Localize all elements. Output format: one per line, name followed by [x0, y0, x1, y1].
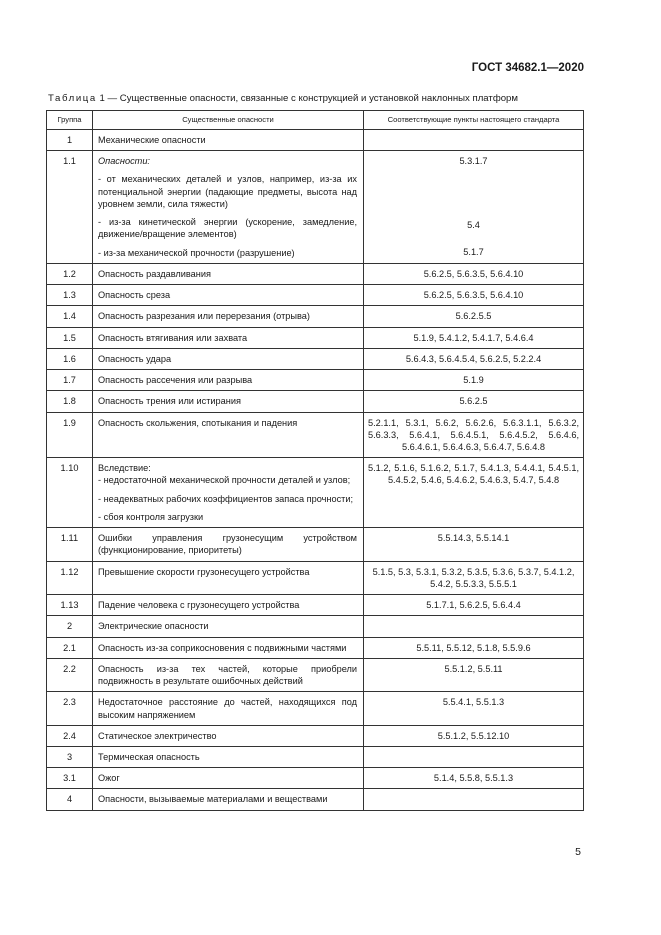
group-cell: 1 — [47, 130, 93, 151]
group-cell: 3 — [47, 746, 93, 767]
table-caption-title: — Существенные опасности, связанные с конструкцией и установкой наклонных платформ — [107, 93, 518, 104]
clauses-cell: 5.1.9, 5.4.1.2, 5.4.1.7, 5.4.6.4 — [364, 327, 584, 348]
group-cell: 1.7 — [47, 370, 93, 391]
hazard-cell: Опасность рассечения или разрыва — [93, 370, 364, 391]
table-caption-number: 1 — [99, 93, 105, 104]
document-id: ГОСТ 34682.1—2020 — [471, 62, 584, 74]
hazard-cell: Статическое электричество — [93, 725, 364, 746]
hazard-cell: Механические опасности — [93, 130, 364, 151]
table-row — [47, 616, 584, 637]
clauses-cell: 5.6.2.5, 5.6.3.5, 5.6.4.10 — [364, 263, 584, 284]
hazard-cell: Электрические опасности — [93, 616, 364, 637]
hazard-cell: Опасности: - от механических деталей и узлов, например, из-за их потенциальной энергии (падающие предметы, высота над уровнем земли, сила тяжести) - из-за кинетической энергии (ускорение, замедление, движение/вращение элементов) - из-за механической прочности (разрушение) — [93, 151, 364, 264]
table-row — [47, 151, 584, 264]
group-cell: 2.4 — [47, 725, 93, 746]
hazard-cell: Опасность из-за соприкосновения с подвижными частями — [93, 637, 364, 658]
group-cell: 1.11 — [47, 528, 93, 561]
table-row — [47, 789, 584, 810]
clauses-cell: 5.1.2, 5.1.6, 5.1.6.2, 5.1.7, 5.4.1.3, 5.4.4.1, 5.4.5.1, 5.4.5.2, 5.4.6, 5.4.6.2, 5.4.6.3, 5.4.7, 5.4.8 — [364, 458, 584, 528]
group-cell: 1.13 — [47, 595, 93, 616]
clauses-cell: 5.1.5, 5.3, 5.3.1, 5.3.2, 5.3.5, 5.3.6, 5.3.7, 5.4.1.2, 5.4.2, 5.5.3.3, 5.5.5.1 — [364, 561, 584, 594]
table-row — [47, 412, 584, 458]
clauses-cell: 5.1.7.1, 5.6.2.5, 5.6.4.4 — [364, 595, 584, 616]
hazard-cell: Опасность раздавливания — [93, 263, 364, 284]
table-row — [47, 285, 584, 306]
clauses-cell: 5.5.11, 5.5.12, 5.1.8, 5.5.9.6 — [364, 637, 584, 658]
hazard-cell: Ошибки управления грузонесущим устройством (функционирование, приоритеты) — [93, 528, 364, 561]
group-cell: 2.2 — [47, 658, 93, 691]
group-cell: 1.4 — [47, 306, 93, 327]
hazard-cell: Превышение скорости грузонесущего устройства — [93, 561, 364, 594]
table-row — [47, 370, 584, 391]
clauses-cell — [364, 130, 584, 151]
group-cell: 2 — [47, 616, 93, 637]
table-header-row — [47, 111, 584, 130]
clauses-cell: 5.1.4, 5.5.8, 5.5.1.3 — [364, 768, 584, 789]
group-cell: 1.2 — [47, 263, 93, 284]
group-cell: 3.1 — [47, 768, 93, 789]
clauses-cell: 5.5.14.3, 5.5.14.1 — [364, 528, 584, 561]
table-row — [47, 391, 584, 412]
clauses-cell — [364, 789, 584, 810]
hazard-cell: Термическая опасность — [93, 746, 364, 767]
group-cell: 1.9 — [47, 412, 93, 458]
clauses-cell: 5.3.1.7 5.4 5.1.7 — [364, 151, 584, 264]
table-row — [47, 458, 584, 528]
group-cell: 1.6 — [47, 348, 93, 369]
clauses-cell: 5.1.9 — [364, 370, 584, 391]
clauses-cell: 5.6.2.5, 5.6.3.5, 5.6.4.10 — [364, 285, 584, 306]
hazard-cell: Опасность среза — [93, 285, 364, 306]
column-header-clauses: Соответствующие пункты настоящего стандарта — [364, 111, 584, 130]
hazard-cell: Вследствие: - недостаточной механической прочности деталей и узлов; - неадекватных рабочих коэффициентов запаса прочности; - сбоя контроля загрузки — [93, 458, 364, 528]
group-cell: 1.5 — [47, 327, 93, 348]
group-cell: 1.1 — [47, 151, 93, 264]
page-number: 5 — [575, 846, 581, 858]
table-row — [47, 595, 584, 616]
table-row — [47, 306, 584, 327]
hazard-cell: Опасность удара — [93, 348, 364, 369]
group-cell: 2.1 — [47, 637, 93, 658]
hazard-cell: Падение человека с грузонесущего устройства — [93, 595, 364, 616]
clauses-cell — [364, 616, 584, 637]
clauses-cell: 5.5.1.2, 5.5.11 — [364, 658, 584, 691]
table-row — [47, 528, 584, 561]
table-caption — [48, 93, 518, 104]
group-cell: 1.12 — [47, 561, 93, 594]
table-row — [47, 692, 584, 725]
clauses-cell: 5.6.4.3, 5.6.4.5.4, 5.6.2.5, 5.2.2.4 — [364, 348, 584, 369]
hazard-cell: Ожог — [93, 768, 364, 789]
column-header-hazards: Существенные опасности — [93, 111, 364, 130]
table-row — [47, 637, 584, 658]
table-row — [47, 327, 584, 348]
clauses-cell: 5.5.4.1, 5.5.1.3 — [364, 692, 584, 725]
table-row — [47, 348, 584, 369]
group-cell: 1.10 — [47, 458, 93, 528]
hazard-cell: Опасность трения или истирания — [93, 391, 364, 412]
group-cell: 1.8 — [47, 391, 93, 412]
hazard-cell: Опасность разрезания или перерезания (отрыва) — [93, 306, 364, 327]
hazard-cell: Опасность скольжения, спотыкания и падения — [93, 412, 364, 458]
clauses-cell: 5.6.2.5 — [364, 391, 584, 412]
hazard-cell: Опасность втягивания или захвата — [93, 327, 364, 348]
column-header-group: Группа — [47, 111, 93, 130]
group-cell: 4 — [47, 789, 93, 810]
clauses-cell — [364, 746, 584, 767]
clauses-cell: 5.5.1.2, 5.5.12.10 — [364, 725, 584, 746]
table-row — [47, 658, 584, 691]
hazards-table — [46, 110, 584, 811]
hazard-cell: Опасности, вызываемые материалами и веществами — [93, 789, 364, 810]
table-row — [47, 263, 584, 284]
table-row — [47, 561, 584, 594]
group-cell: 1.3 — [47, 285, 93, 306]
table-row — [47, 130, 584, 151]
clauses-cell: 5.6.2.5.5 — [364, 306, 584, 327]
clauses-cell: 5.2.1.1, 5.3.1, 5.6.2, 5.6.2.6, 5.6.3.1.1, 5.6.3.2, 5.6.3.3, 5.6.4.1, 5.6.4.5.1, 5.6.4.5.2, 5.6.4.6, 5.6.4.6.1, 5.6.4.6.3, 5.6.4.7, 5.6.4.8 — [364, 412, 584, 458]
hazard-cell: Недостаточное расстояние до частей, находящихся под высоким напряжением — [93, 692, 364, 725]
table-row — [47, 768, 584, 789]
hazard-cell: Опасность из-за тех частей, которые приобрели подвижность в результате ошибочных действий — [93, 658, 364, 691]
table-row — [47, 725, 584, 746]
group-cell: 2.3 — [47, 692, 93, 725]
table-caption-label: Таблица — [48, 93, 97, 104]
table-row — [47, 746, 584, 767]
